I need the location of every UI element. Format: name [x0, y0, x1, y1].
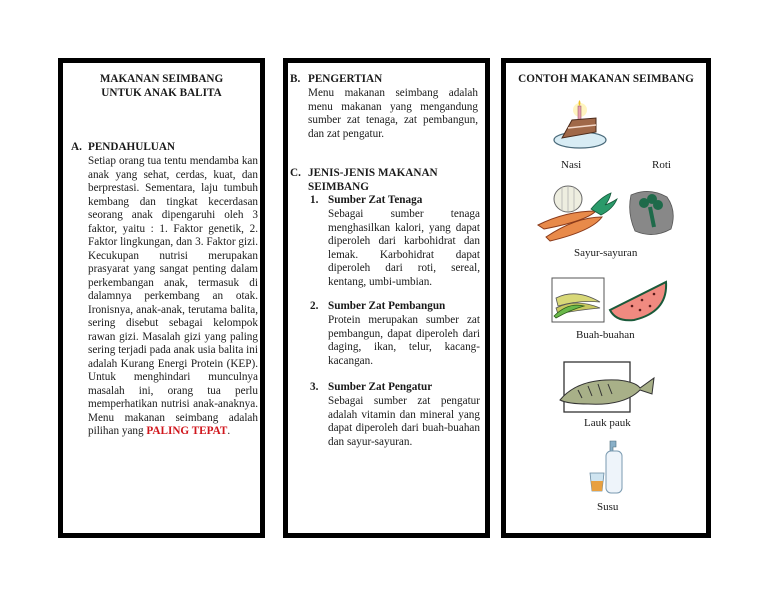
- cake-slice-icon: [550, 98, 610, 153]
- fish-icon: [558, 360, 658, 415]
- item-1-body: Sebagai sumber tenaga menghasilkan kalori, yang dapat diperoleh dari karbohidrat dan lemak. Karbohidrat dapat diperoleh dari roti, sereal, kentang, umbi-umbian.: [328, 208, 480, 288]
- emphasis-paling-tepat: PALING TEPAT: [146, 425, 228, 437]
- item-1-number: 1.: [310, 194, 319, 206]
- item-3-body: Sebagai sumber zat pengatur adalah vitamin dan mineral yang dapat diperoleh dari buah-buahan dan sayur-sayuran.: [328, 395, 480, 448]
- section-b-body: Menu makanan seimbang adalah menu makanan yang mengandung sumber zat tenaga, zat pembangun, dan zat pengatur.: [308, 87, 478, 140]
- section-a-body: [88, 155, 258, 439]
- section-a-text: Setiap orang tua tentu mendamba kan anak yang sehat, cerdas, kuat, dan berprestasi. Sementara, laju tumbuh kembang dan tingkat kecerdasan seorang anak dipengaruhi oleh 3 faktor, yaitu : 1. Faktor genetik, 2. Faktor lingkungan, dan 3. Faktor gizi. Kecukupan nutrisi merupakan prasyarat yang sangat penting dalam perkembangan anak, termasuk di dalamnya perkembang an otak. Ironisnya, anak-anak, terutama balita, sering disebut sebagai kelompok rawan gizi. Masalah gizi yang paling sering terjadi pada anak usia balita ini adalah Kurang Energi Protein (KEP). Untuk menghindari munculnya masalah ini, orang tua perlu memperhatikan nutrisi anak-anaknya. Menu makanan seimbang adalah pilihan yang: [88, 155, 258, 437]
- section-c-heading: [308, 167, 438, 194]
- item-1-title: Sumber Zat Tenaga: [328, 194, 423, 206]
- section-a-letter: A.: [71, 141, 82, 153]
- panel-introduction: [58, 58, 265, 538]
- section-a-heading: PENDAHULUAN: [88, 141, 176, 153]
- section-b-letter: B.: [290, 73, 301, 85]
- item-3-title: Sumber Zat Pengatur: [328, 381, 433, 393]
- title-line-2: UNTUK ANAK BALITA: [101, 86, 222, 99]
- food-label-buah-buahan: Buah-buahan: [576, 329, 635, 341]
- item-2-body: Protein merupakan sumber zat pembangun, dapat diperoleh dari daging, ikan, telur, kacang-kacangan.: [328, 314, 480, 367]
- panel-examples: [501, 58, 711, 538]
- section-c-heading-line-2: SEIMBANG: [308, 180, 369, 193]
- item-2-number: 2.: [310, 300, 319, 312]
- section-c-letter: C.: [290, 167, 301, 179]
- fruits-icon: [550, 276, 670, 326]
- food-label-nasi: Nasi: [561, 159, 582, 171]
- vegetables-icon: [536, 181, 681, 243]
- milk-bottle-icon: [588, 439, 628, 499]
- food-label-sayur-sayuran: Sayur-sayuran: [574, 247, 638, 259]
- brochure-title: [63, 73, 260, 100]
- examples-title: CONTOH MAKANAN SEIMBANG: [518, 73, 694, 85]
- section-b-heading: PENGERTIAN: [308, 73, 383, 85]
- section-c-heading-line-1: JENIS-JENIS MAKANAN: [308, 167, 438, 179]
- item-2-title: Sumber Zat Pembangun: [328, 300, 446, 312]
- panel-definitions: [283, 58, 490, 538]
- item-3-number: 3.: [310, 381, 319, 393]
- food-label-lauk-pauk: Lauk pauk: [584, 417, 631, 429]
- food-label-susu: Susu: [597, 501, 619, 513]
- food-label-roti: Roti: [652, 159, 671, 171]
- section-a-period: .: [227, 425, 231, 437]
- title-line-1: MAKANAN SEIMBANG: [99, 73, 224, 85]
